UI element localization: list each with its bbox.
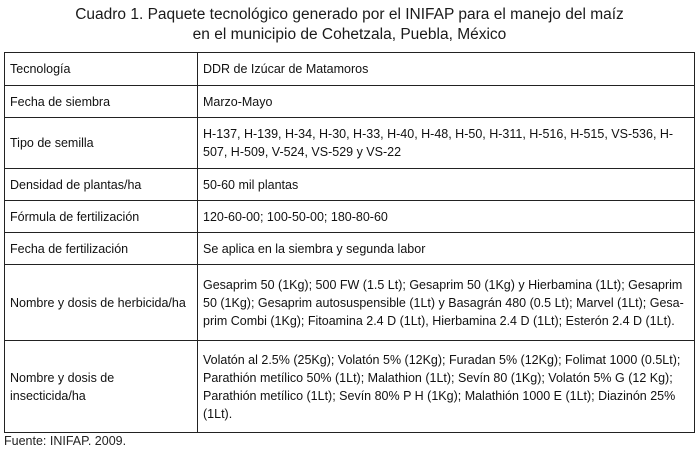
row-value: Se aplica en la siembra y segunda labor <box>198 233 695 265</box>
caption-line-2: en el municipio de Cohetzala, Puebla, México <box>192 26 507 43</box>
table-row <box>5 341 695 433</box>
row-value: Volatón al 2.5% (25Kg); Volatón 5% (12Kg); Furadan 5% (12Kg); Folimat 1000 (0.5Lt); Parathión metílico 50% (1Lt); Malathion (1Lt); Sevín 80 (1Kg); Volatón 5% G (12 Kg); Parathión metílico (1Lt); Sevín 80% P H (1Kg); Malathión 1000 E (1Lt); Diazinón 25% (1Lt). <box>198 341 695 433</box>
source-note: Fuente: INIFAP. 2009. <box>4 434 127 448</box>
table-row <box>5 169 695 201</box>
row-value: 120-60-00; 100-50-00; 180-80-60 <box>198 201 695 233</box>
row-label: Fecha de fertilización <box>5 233 198 265</box>
table-row <box>5 233 695 265</box>
row-label: Tipo de semilla <box>5 118 198 169</box>
row-value: 50-60 mil plantas <box>198 169 695 201</box>
table-row <box>5 53 695 86</box>
table-row <box>5 201 695 233</box>
table-row <box>5 86 695 118</box>
table-row <box>5 118 695 169</box>
row-label: Tecnología <box>5 53 198 86</box>
row-value: H-137, H-139, H-34, H-30, H-33, H-40, H-48, H-50, H-311, H-516, H-515, VS-536, H-507, H-509, V-524, VS-529 y VS-22 <box>198 118 695 169</box>
table-caption <box>0 5 699 45</box>
row-value: Marzo-Mayo <box>198 86 695 118</box>
row-label: Nombre y dosis de insecticida/ha <box>5 341 198 433</box>
row-label: Nombre y dosis de herbicida/ha <box>5 265 198 341</box>
row-value: Gesaprim 50 (1Kg); 500 FW (1.5 Lt); Gesaprim 50 (1Kg) y Hierbamina (1Lt); Gesaprim 50 (1Kg); Gesaprim autosuspensible (1Lt) y Basagrán 480 (0.5 Lt); Marvel (1Lt); Gesa-prim Combi (1Kg); Fitoamina 2.4 D (1Lt), Hierbamina 2.4 D (1Lt); Esterón 2.4 D (1Lt). <box>198 265 695 341</box>
caption-line-1: Cuadro 1. Paquete tecnológico generado por el INIFAP para el manejo del maíz <box>75 6 624 23</box>
technology-package-table <box>4 52 695 433</box>
row-label: Densidad de plantas/ha <box>5 169 198 201</box>
row-label: Fórmula de fertilización <box>5 201 198 233</box>
table-row <box>5 265 695 341</box>
row-value: DDR de Izúcar de Matamoros <box>198 53 695 86</box>
row-label: Fecha de siembra <box>5 86 198 118</box>
